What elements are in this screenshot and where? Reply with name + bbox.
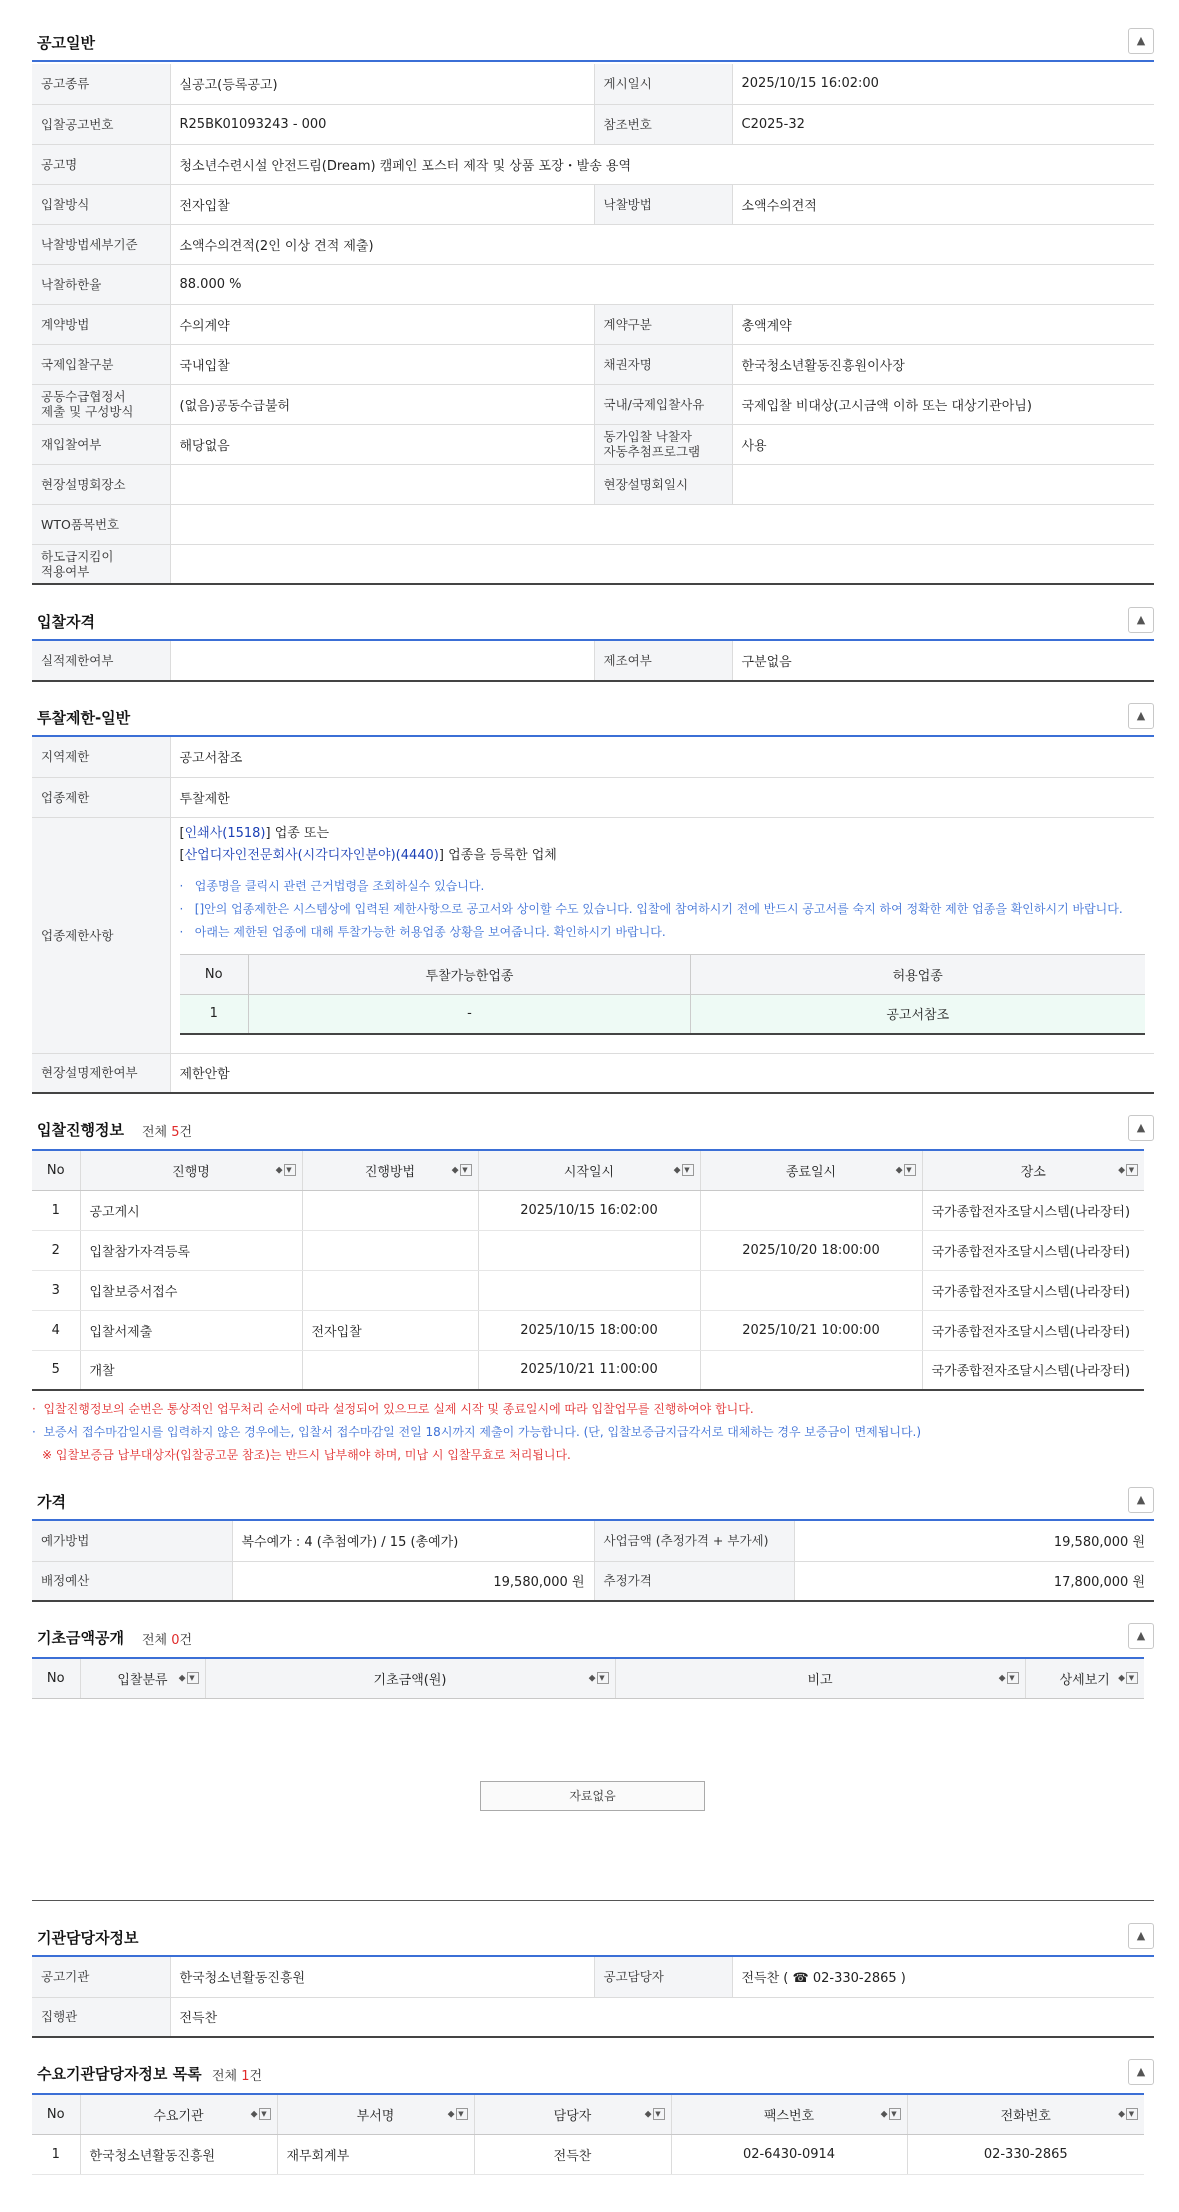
industry-detail	[170, 817, 1154, 1053]
header-label: 전화번호	[1000, 2108, 1051, 2124]
count-unit: 건	[249, 2069, 263, 2084]
value: 19,580,000 원	[232, 1561, 594, 1601]
chevron-up-icon[interactable]: ▲	[1128, 703, 1154, 729]
section-title: 기관담당자정보	[37, 1929, 139, 1947]
cell: 국가종합전자조달시스템(나라장터)	[922, 1230, 1144, 1270]
value: 전자입찰	[170, 184, 594, 224]
cell: 개찰	[80, 1350, 302, 1390]
count-value: 0	[171, 1633, 180, 1648]
value	[170, 464, 594, 504]
header-label: 수요기관	[153, 2108, 204, 2124]
text: []안의 업종제한은 시스템상에 입력된 제한사항으로 공고서와 상이할 수도 있습니다. 입찰에 참여하시기 전에 반드시 공고서를 숙지 하여 정확한 제한 업종을 확인하시기 바랍니다.	[194, 901, 1123, 916]
cell: 재무회계부	[277, 2134, 474, 2174]
cell	[700, 1190, 922, 1230]
sort-icon[interactable]: ◆ ▼	[276, 1164, 296, 1176]
general-info-table	[32, 64, 1154, 585]
value: 2025/10/15 16:02:00	[732, 64, 1154, 104]
cell: 2025/10/15 18:00:00	[478, 1310, 700, 1350]
cell	[478, 1230, 700, 1270]
cell: 1	[209, 1006, 218, 1022]
value: 17,800,000 원	[794, 1561, 1154, 1601]
section-header-qualification	[32, 601, 1154, 641]
progress-note: · 입찰진행정보의 순번은 통상적인 업무처리 순서에 따라 설정되어 있으므로 실제 시작 및 종료일시에 따라 입찰업무를 진행하여야 합니다.	[32, 1402, 754, 1416]
label: 실적제한여부	[32, 641, 170, 681]
agency-contact-table	[32, 1957, 1154, 2038]
column-header-sortable[interactable]	[277, 2094, 474, 2134]
chevron-up-icon[interactable]: ▲	[1128, 1623, 1154, 1649]
cell: 3	[32, 1270, 80, 1310]
sort-icon[interactable]: ◆ ▼	[448, 2108, 468, 2120]
label-line: 동가입찰 낙찰자	[603, 429, 692, 444]
text: ] 업종 또는	[265, 825, 330, 841]
cell: 02-330-2865	[907, 2134, 1144, 2174]
count-unit: 건	[179, 1125, 193, 1140]
value: 총액계약	[732, 304, 1154, 344]
section-title: 입찰자격	[37, 613, 95, 631]
label: 현장설명회일시	[594, 464, 732, 504]
label: 낙찰하한율	[32, 264, 170, 304]
label: 계약방법	[32, 304, 170, 344]
value: 국내입찰	[170, 344, 594, 384]
demand-contact-table	[32, 2093, 1144, 2175]
section-header-general	[32, 22, 1154, 62]
header-label: 장소	[1020, 1164, 1046, 1180]
label	[32, 384, 170, 424]
value: R25BK01093243 - 000	[170, 104, 594, 144]
label: 추정가격	[594, 1561, 794, 1601]
header-label: 종료일시	[785, 1164, 837, 1180]
table-row	[32, 1310, 1144, 1350]
total-label: 전체	[142, 1633, 168, 1648]
column-header-sortable[interactable]	[671, 2094, 907, 2134]
section-header-price	[32, 1481, 1154, 1521]
column-header-sortable[interactable]	[302, 1150, 478, 1190]
label-line: 공동수급협정서	[41, 389, 126, 404]
cell: -	[249, 994, 691, 1034]
total-count	[142, 1121, 192, 1140]
column-header-sortable[interactable]	[1025, 1658, 1144, 1698]
sort-icon[interactable]: ◆ ▼	[452, 1164, 472, 1176]
text: 아래는 제한된 업종에 대해 투찰가능한 허용업종 상황을 보여줍니다. 확인하시기 바랍니다.	[194, 924, 666, 939]
total-label: 전체	[142, 1125, 168, 1140]
qualification-table	[32, 641, 1154, 682]
column-header-sortable[interactable]	[922, 1150, 1144, 1190]
section-title: 기초금액공개	[37, 1629, 124, 1647]
label: 낙찰방법	[594, 184, 732, 224]
cell: 공고서참조	[691, 994, 1145, 1034]
column-header: 투찰가능한업종	[249, 954, 691, 994]
sort-icon[interactable]: ◆ ▼	[1118, 1672, 1138, 1684]
header-label: 진행방법	[364, 1164, 416, 1180]
cell: 입찰참가자격등록	[80, 1230, 302, 1270]
value: 소액수의견적	[732, 184, 1154, 224]
sort-icon[interactable]: ◆ ▼	[1118, 1164, 1138, 1176]
value: 실공고(등록공고)	[170, 64, 594, 104]
label: 공고명	[32, 144, 170, 184]
header-label: 기초금액(원)	[373, 1672, 447, 1688]
label: 공고기관	[32, 1957, 170, 1997]
industry-link[interactable]: 산업디자인전문회사(시각디자인분야)(4440)	[184, 847, 439, 863]
cell	[478, 1270, 700, 1310]
column-header-sortable[interactable]	[478, 1150, 700, 1190]
sort-icon[interactable]: ◆ ▼	[999, 1672, 1019, 1684]
value: 제한안함	[170, 1053, 1154, 1093]
sort-icon[interactable]: ◆ ▼	[896, 1164, 916, 1176]
chevron-up-icon[interactable]: ▲	[1128, 1487, 1154, 1513]
label: 재입찰여부	[32, 424, 170, 464]
column-header: 허용업종	[691, 954, 1145, 994]
section-header-agency-contact	[32, 1917, 1154, 1957]
value: 수의계약	[170, 304, 594, 344]
label: 참조번호	[594, 104, 732, 144]
value: 복수예가 : 4 (추첨예가) / 15 (총예가)	[232, 1521, 594, 1561]
cell: 5	[32, 1350, 80, 1390]
column-header-sortable[interactable]	[80, 2094, 277, 2134]
section-title: 투찰제한-일반	[37, 709, 131, 727]
bid-title: 청소년수련시설 안전드림(Dream) 캠페인 포스터 제작 및 상품 포장・발송 용역	[170, 144, 1154, 184]
cell: 2025/10/20 18:00:00	[700, 1230, 922, 1270]
label: 낙찰방법세부기준	[32, 224, 170, 264]
restriction-table	[32, 737, 1154, 1094]
label: 국내/국제입찰사유	[594, 384, 732, 424]
total-count	[142, 1629, 192, 1648]
chevron-up-icon[interactable]: ▲	[1128, 607, 1154, 633]
section-title: 가격	[37, 1493, 66, 1511]
column-header-sortable[interactable]	[700, 1150, 922, 1190]
progress-note	[42, 1444, 571, 1467]
label: 예가방법	[32, 1521, 232, 1561]
section-header-progress	[32, 1109, 1154, 1149]
label: 입찰공고번호	[32, 104, 170, 144]
section-title: 입찰진행정보	[37, 1121, 124, 1139]
bracket: [	[179, 847, 185, 863]
value	[170, 544, 1154, 584]
cell: 국가종합전자조달시스템(나라장터)	[922, 1310, 1144, 1350]
cell: 2025/10/21 11:00:00	[478, 1350, 700, 1390]
label: 게시일시	[594, 64, 732, 104]
sort-icon[interactable]: ◆ ▼	[179, 1672, 199, 1684]
label	[32, 544, 170, 584]
chevron-up-icon[interactable]: ▲	[1128, 2059, 1154, 2085]
cell: 한국청소년활동진흥원	[80, 2134, 277, 2174]
cell: 공고게시	[80, 1190, 302, 1230]
label-line: 자동추첨프로그램	[603, 444, 701, 459]
sort-icon[interactable]: ◆ ▼	[674, 1164, 694, 1176]
label: WTO품목번호	[32, 504, 170, 544]
value: 공고서참조	[170, 737, 1154, 777]
chevron-up-icon[interactable]: ▲	[1128, 28, 1154, 54]
value: 19,580,000 원	[794, 1521, 1154, 1561]
cell: 1	[32, 1190, 80, 1230]
label	[594, 424, 732, 464]
chevron-up-icon[interactable]: ▲	[1128, 1115, 1154, 1141]
header-label: 부서명	[356, 2108, 395, 2124]
column-header: No	[32, 1150, 80, 1190]
table-row	[32, 2134, 1144, 2174]
column-header: No	[32, 1658, 80, 1698]
base-amount-table	[32, 1657, 1144, 1699]
count-unit: 건	[179, 1633, 193, 1648]
cell	[700, 1350, 922, 1390]
label: 국제입찰구분	[32, 344, 170, 384]
value	[170, 641, 594, 681]
label: 현장설명회장소	[32, 464, 170, 504]
column-header-sortable[interactable]	[80, 1150, 302, 1190]
label: 공고종류	[32, 64, 170, 104]
value: 전득찬 ( ☎ 02-330-2865 )	[732, 1957, 1154, 1997]
label-line: 제출 및 구성방식	[41, 404, 134, 419]
info-bullet: · 업종명을 클릭시 관련 근거법령을 조회하실수 있습니다.	[179, 878, 485, 893]
cell	[302, 1270, 478, 1310]
value: (없음)공동수급불허	[170, 384, 594, 424]
column-header-sortable[interactable]	[907, 2094, 1144, 2134]
section-header-base-amount	[32, 1617, 1154, 1657]
table-row	[32, 1270, 1144, 1310]
progress-table	[32, 1149, 1144, 1391]
column-header-sortable[interactable]	[474, 2094, 671, 2134]
label: 현장설명제한여부	[32, 1053, 170, 1093]
label: 제조여부	[594, 641, 732, 681]
industry-link[interactable]: 인쇄사(1518)	[184, 825, 266, 841]
column-header-sortable[interactable]	[205, 1658, 615, 1698]
sort-icon[interactable]: ◆ ▼	[251, 2108, 271, 2120]
column-header: No	[32, 2094, 80, 2134]
label: 계약구분	[594, 304, 732, 344]
value: 소액수의견적(2인 이상 견적 제출)	[170, 224, 1154, 264]
section-header-demand-contact	[32, 2053, 1154, 2093]
header-label: 비고	[807, 1672, 833, 1688]
header-label: 입찰분류	[117, 1672, 168, 1688]
total-count	[212, 2065, 262, 2084]
text: ※ 입찰보증금 납부대상자(입찰공고문 참조)는 반드시 납부해야 하며, 미납 시 입찰무효로 처리됩니다.	[42, 1448, 571, 1462]
label: 지역제한	[32, 737, 170, 777]
sort-icon[interactable]: ◆ ▼	[1118, 2108, 1138, 2120]
cell: 전득찬	[474, 2134, 671, 2174]
cell: 2025/10/15 16:02:00	[478, 1190, 700, 1230]
label: 입찰방식	[32, 184, 170, 224]
no-data-box: 자료없음	[480, 1781, 705, 1811]
table-row	[32, 1190, 1144, 1230]
header-label: 담당자	[553, 2108, 592, 2124]
sort-icon[interactable]: ◆ ▼	[881, 2108, 901, 2120]
value	[732, 464, 1154, 504]
text: ] 업종을 등록한 업체	[438, 847, 557, 863]
text: 입찰진행정보의 순번은 통상적인 업무처리 순서에 따라 설정되어 있으므로 실제 시작 및 종료일시에 따라 입찰업무를 진행하여야 합니다.	[43, 1402, 754, 1416]
cell: 4	[32, 1310, 80, 1350]
header-label: 상세보기	[1059, 1672, 1110, 1688]
count-value: 5	[171, 1125, 180, 1140]
cell: 국가종합전자조달시스템(나라장터)	[922, 1190, 1144, 1230]
cell: 1	[32, 2134, 80, 2174]
cell	[302, 1190, 478, 1230]
cell	[700, 1270, 922, 1310]
section-title: 수요기관담당자정보 목록	[37, 2065, 202, 2083]
label: 채권자명	[594, 344, 732, 384]
section-title: 공고일반	[37, 34, 95, 52]
label-line: 하도급지킴이	[41, 548, 114, 564]
cell: 입찰보증서접수	[80, 1270, 302, 1310]
cell: 02-6430-0914	[671, 2134, 907, 2174]
sort-icon[interactable]: ◆ ▼	[589, 1672, 609, 1684]
cell: 입찰서제출	[80, 1310, 302, 1350]
cell: 국가종합전자조달시스템(나라장터)	[922, 1350, 1144, 1390]
text: 보증서 접수마감일시를 입력하지 않은 경우에는, 입찰서 접수마감일 전일 18시까지 제출이 가능합니다. (단, 입찰보증금지급각서로 대체하는 경우 보증금이 면제됩니다.)	[43, 1425, 922, 1439]
value: 국제입찰 비대상(고시금액 이하 또는 대상기관아님)	[732, 384, 1154, 424]
label-line: 적용여부	[41, 563, 90, 579]
value: 해당없음	[170, 424, 594, 464]
label: 배정예산	[32, 1561, 232, 1601]
value: 전득찬	[170, 1997, 1154, 2037]
label: 업종제한	[32, 777, 170, 817]
count-value: 1	[241, 2069, 250, 2084]
cell: 전자입찰	[302, 1310, 478, 1350]
chevron-up-icon[interactable]: ▲	[1128, 1923, 1154, 1949]
table-row	[32, 1350, 1144, 1390]
price-table	[32, 1521, 1154, 1602]
sort-icon[interactable]: ◆ ▼	[645, 2108, 665, 2120]
label: 집행관	[32, 1997, 170, 2037]
table-row	[32, 1230, 1144, 1270]
divider	[32, 1900, 1154, 1901]
section-header-restriction	[32, 697, 1154, 737]
label: 사업금액 (추정가격 + 부가세)	[594, 1521, 794, 1561]
value	[170, 504, 1154, 544]
total-label: 전체	[212, 2069, 238, 2084]
column-header-sortable[interactable]	[80, 1658, 205, 1698]
cell	[302, 1350, 478, 1390]
value: C2025-32	[732, 104, 1154, 144]
header-label: 시작일시	[563, 1164, 615, 1180]
column-header-sortable[interactable]	[615, 1658, 1025, 1698]
bracket: [	[179, 825, 185, 841]
progress-note: · 보증서 접수마감일시를 입력하지 않은 경우에는, 입찰서 접수마감일 전일 18시까지 제출이 가능합니다. (단, 입찰보증금지급각서로 대체하는 경우 보증금이 면제됩니다.)	[32, 1425, 922, 1439]
value: 사용	[732, 424, 1154, 464]
value: 한국청소년활동진흥원	[170, 1957, 594, 1997]
column-header: No	[180, 954, 249, 994]
value: 88.000 %	[170, 264, 1154, 304]
info-bullet: · 아래는 제한된 업종에 대해 투찰가능한 허용업종 상황을 보여줍니다. 확인하시기 바랍니다.	[179, 924, 666, 939]
text: 업종명을 클릭시 관련 근거법령을 조회하실수 있습니다.	[194, 878, 485, 893]
label: 업종제한사항	[32, 817, 170, 1053]
header-label: 팩스번호	[763, 2108, 815, 2124]
info-bullet: · []안의 업종제한은 시스템상에 입력된 제한사항으로 공고서와 상이할 수도 있습니다. 입찰에 참여하시기 전에 반드시 공고서를 숙지 하여 정확한 제한 업종을 확인하시기 바랍니다.	[179, 901, 1123, 916]
cell: 국가종합전자조달시스템(나라장터)	[922, 1270, 1144, 1310]
value: 구분없음	[732, 641, 1154, 681]
value: 한국청소년활동진흥원이사장	[732, 344, 1154, 384]
cell	[302, 1230, 478, 1270]
value: 투찰제한	[170, 777, 1154, 817]
cell: 2	[32, 1230, 80, 1270]
header-label: 진행명	[172, 1164, 210, 1180]
label: 공고담당자	[594, 1957, 732, 1997]
cell: 2025/10/21 10:00:00	[700, 1310, 922, 1350]
allowed-industry-table	[180, 954, 1145, 1036]
